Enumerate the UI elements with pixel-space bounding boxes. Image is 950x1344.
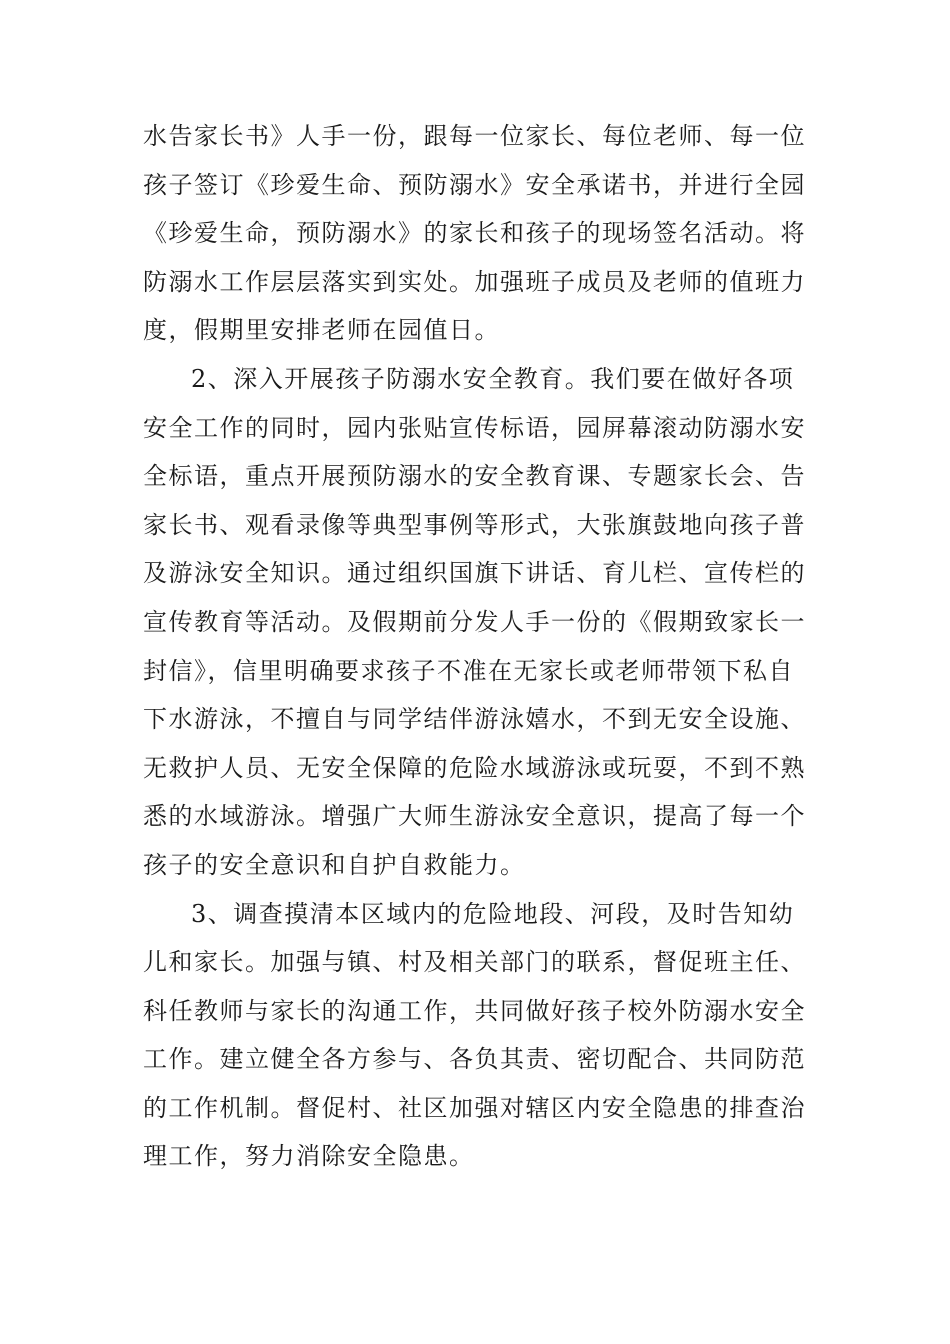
paragraph-line: 全标语，重点开展预防溺水的安全教育课、专题家长会、告 (143, 462, 806, 491)
paragraph-line: 水告家长书》人手一份，跟每一位家长、每位老师、每一位 (143, 122, 806, 150)
paragraph-line: 3、调查摸清本区域内的危险地段、河段，及时告知幼 (191, 899, 795, 928)
paragraph-line: 悉的水域游泳。增强广大师生游泳安全意识，提高了每一个 (143, 802, 806, 831)
paragraph-line: 《珍爱生命，预防溺水》的家长和孩子的现场签名活动。将 (143, 219, 806, 248)
paragraph-line: 孩子签订《珍爱生命、预防溺水》安全承诺书，并进行全园 (143, 170, 806, 199)
paragraph-line: 工作。建立健全各方参与、各负其责、密切配合、共同防范 (143, 1045, 806, 1074)
paragraph-line: 科任教师与家长的沟通工作，共同做好孩子校外防溺水安全 (143, 996, 806, 1025)
paragraph-line: 防溺水工作层层落实到实处。加强班子成员及老师的值班力 (143, 267, 806, 296)
paragraph-line: 无救护人员、无安全保障的危险水域游泳或玩耍，不到不熟 (143, 753, 806, 782)
paragraph-line: 理工作，努力消除安全隐患。 (143, 1142, 475, 1171)
paragraph-line: 宣传教育等活动。及假期前分发人手一份的《假期致家长一 (143, 607, 806, 636)
paragraph-line: 孩子的安全意识和自护自救能力。 (143, 850, 526, 879)
paragraph-line: 封信》，信里明确要求孩子不准在无家长或老师带领下私自 (143, 656, 794, 685)
paragraph-line: 儿和家长。加强与镇、村及相关部门的联系，督促班主任、 (143, 948, 806, 977)
document-body (143, 112, 823, 1181)
paragraph-line: 2、深入开展孩子防溺水安全教育。我们要在做好各项 (191, 364, 795, 393)
paragraph-line: 安全工作的同时，园内张贴宣传标语，园屏幕滚动防溺水安 (143, 413, 806, 442)
paragraph-line: 及游泳安全知识。通过组织国旗下讲话、育儿栏、宣传栏的 (143, 559, 806, 588)
paragraph-line: 度，假期里安排老师在园值日。 (143, 316, 500, 345)
paragraph-line: 家长书、观看录像等典型事例等形式，大张旗鼓地向孩子普 (143, 510, 806, 539)
paragraph-line: 的工作机制。督促村、社区加强对辖区内安全隐患的排查治 (143, 1093, 806, 1122)
paragraph-line: 下水游泳，不擅自与同学结伴游泳嬉水，不到无安全设施、 (143, 705, 806, 734)
